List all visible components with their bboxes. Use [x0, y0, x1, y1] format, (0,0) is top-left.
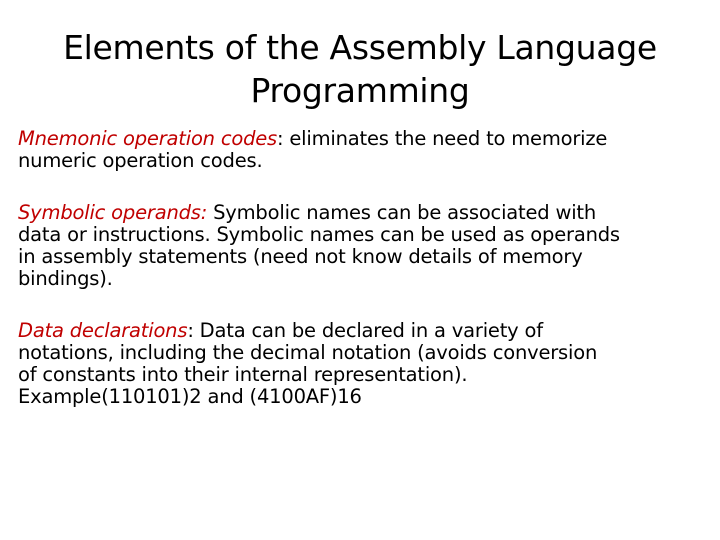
paragraph-line: of constants into their internal representation). [18, 363, 468, 386]
paragraph-line [18, 320, 708, 342]
paragraph-text: Symbolic names can be associated with [207, 201, 597, 224]
paragraph-line: bindings). [18, 267, 113, 290]
paragraph-mnemonic-operation-codes [18, 128, 708, 172]
slide-title [40, 26, 680, 112]
paragraph-line: notations, including the decimal notation (avoids conversion [18, 341, 598, 364]
paragraph-data-declarations [18, 320, 708, 408]
paragraph-text: : eliminates the need to memorize [277, 127, 608, 150]
term-symbolic-operands: Symbolic operands: [18, 201, 208, 224]
paragraph-line: numeric operation codes. [18, 149, 263, 172]
term-mnemonic-operation-codes: Mnemonic operation codes [18, 127, 278, 150]
paragraph-text: : Data can be declared in a variety of [187, 319, 543, 342]
paragraph-line [18, 202, 708, 224]
slide-body [18, 128, 708, 438]
paragraph-line: in assembly statements (need not know details of memory [18, 245, 583, 268]
slide-title-line-2: Programming [250, 71, 470, 110]
term-data-declarations: Data declarations [18, 319, 188, 342]
paragraph-line: Example(110101)2 and (4100AF)16 [18, 385, 362, 408]
slide-title-line-1: Elements of the Assembly Language [63, 28, 657, 67]
paragraph-line: data or instructions. Symbolic names can be used as operands [18, 223, 620, 246]
paragraph-symbolic-operands [18, 202, 708, 290]
paragraph-line [18, 128, 708, 150]
